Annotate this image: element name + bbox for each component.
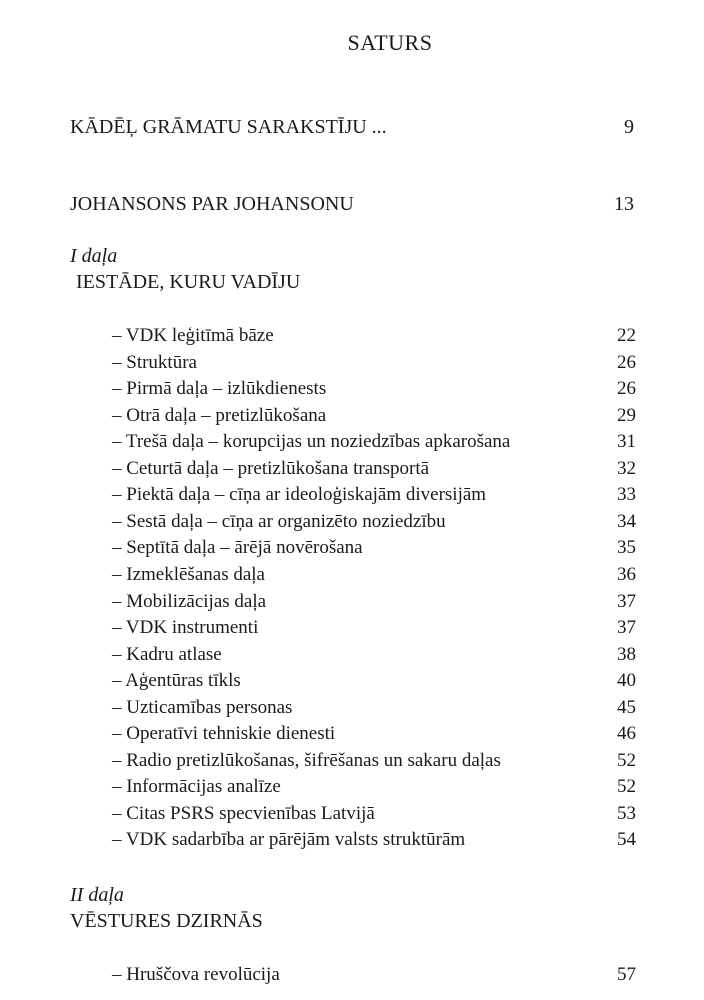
list-item: – Aģentūras tīkls xyxy=(112,670,241,691)
list-item-page: 53 xyxy=(617,803,636,824)
part-1-heading: IESTĀDE, KURU VADĪJU xyxy=(76,271,301,293)
list-item-page: 26 xyxy=(617,378,636,399)
list-item: – Hruščova revolūcija xyxy=(112,964,280,985)
list-item-page: 45 xyxy=(617,697,636,718)
list-item-page: 37 xyxy=(617,617,636,638)
list-item: – Pirmā daļa – izlūkdienests xyxy=(112,378,327,399)
list-item-page: 37 xyxy=(617,591,636,612)
list-item-page: 31 xyxy=(617,431,636,452)
list-item: – Informācijas analīze xyxy=(112,776,281,797)
page-title: SATURS xyxy=(347,30,433,55)
list-item: – Kadru atlase xyxy=(112,644,222,665)
list-item: – VDK sadarbība ar pārējām valsts struktūrām xyxy=(112,829,466,850)
list-item: – Trešā daļa – korupcijas un noziedzības apkarošana xyxy=(112,431,511,452)
list-item: – Otrā daļa – pretizlūkošana xyxy=(112,405,327,426)
list-item: – Ceturtā daļa – pretizlūkošana transportā xyxy=(112,458,430,479)
list-item-page: 29 xyxy=(617,405,636,426)
list-item-page: 38 xyxy=(617,644,636,665)
list-item-page: 35 xyxy=(617,537,636,558)
list-item-page: 52 xyxy=(617,750,636,771)
list-item: – Radio pretizlūkošanas, šifrēšanas un sakaru daļas xyxy=(112,750,501,771)
part-2-heading: VĒSTURES DZIRNĀS xyxy=(70,910,263,932)
list-item: – Citas PSRS specvienības Latvijā xyxy=(112,803,375,824)
list-item: – Mobilizācijas daļa xyxy=(112,591,267,612)
part-1-label: I daļa xyxy=(70,245,118,267)
list-item: – VDK leģitīmā bāze xyxy=(112,325,274,346)
list-item: – Piektā daļa – cīņa ar ideoloģiskajām diversijām xyxy=(112,484,487,505)
toc-entry-why-wrote: KĀDĒĻ GRĀMATU SARAKSTĪJU ... xyxy=(70,116,387,138)
list-item-page: 33 xyxy=(617,484,636,505)
list-item-page: 36 xyxy=(617,564,636,585)
list-item: – VDK instrumenti xyxy=(112,617,259,638)
list-item: – Izmeklēšanas daļa xyxy=(112,564,265,585)
list-item-page: 52 xyxy=(617,776,636,797)
list-item-page: 32 xyxy=(617,458,636,479)
list-item: – Uzticamības personas xyxy=(112,697,293,718)
list-item-page: 22 xyxy=(617,325,636,346)
list-item-page: 46 xyxy=(617,723,636,744)
list-item: – Sestā daļa – cīņa ar organizēto noziedzību xyxy=(112,511,446,532)
part-2-label: II daļa xyxy=(70,884,124,906)
toc-entry-johansons-page: 13 xyxy=(614,193,634,215)
list-item-page: 57 xyxy=(617,964,636,985)
list-item-page: 34 xyxy=(617,511,636,532)
list-item-page: 40 xyxy=(617,670,636,691)
list-item-page: 26 xyxy=(617,352,636,373)
list-item: – Operatīvi tehniskie dienesti xyxy=(112,723,336,744)
list-item-page: 54 xyxy=(617,829,636,850)
list-item: – Septītā daļa – ārējā novērošana xyxy=(112,537,363,558)
toc-entry-why-wrote-page: 9 xyxy=(624,116,634,138)
toc-entry-johansons: JOHANSONS PAR JOHANSONU xyxy=(70,193,354,215)
list-item: – Struktūra xyxy=(112,352,197,373)
